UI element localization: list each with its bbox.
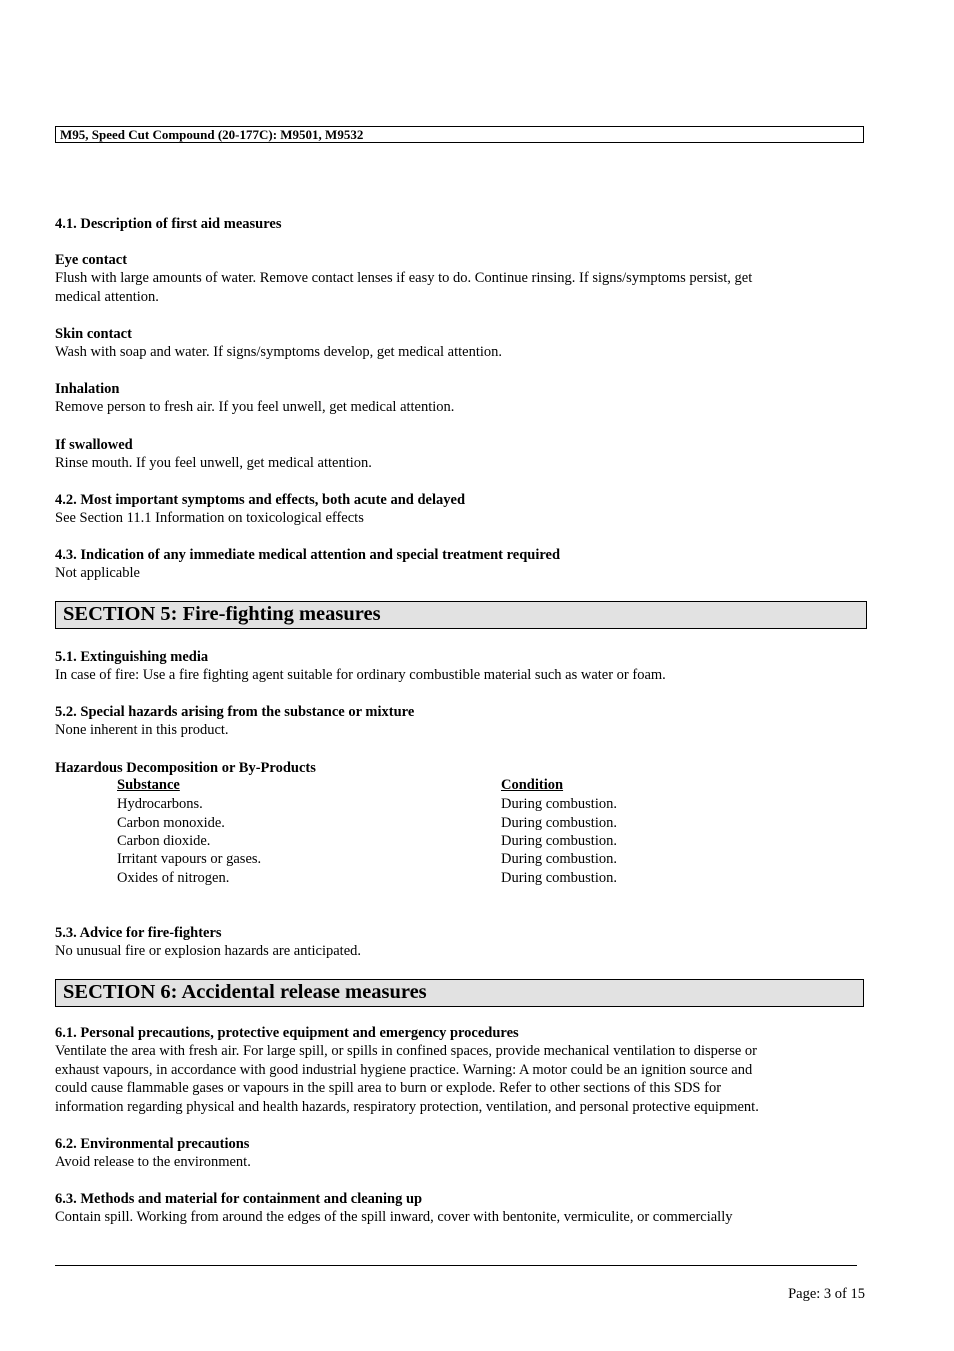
footer-rule xyxy=(55,1265,857,1266)
text-5-2: None inherent in this product. xyxy=(55,722,229,738)
table-row-condition: During combustion. xyxy=(501,815,617,831)
table-row-substance: Carbon dioxide. xyxy=(117,833,211,849)
table-row-condition: During combustion. xyxy=(501,870,617,886)
heading-6-1: 6.1. Personal precautions, protective equipment and emergency procedures xyxy=(55,1025,519,1041)
heading-6-2: 6.2. Environmental precautions xyxy=(55,1136,250,1152)
text-5-1: In case of fire: Use a fire fighting agent suitable for ordinary combustible material such as water or foam. xyxy=(55,667,666,683)
text-4-2: See Section 11.1 Information on toxicological effects xyxy=(55,510,364,526)
table-row-substance: Irritant vapours or gases. xyxy=(117,851,262,867)
section-5-title: SECTION 5: Fire-fighting measures xyxy=(55,601,867,629)
inhalation-heading: Inhalation xyxy=(55,381,120,397)
table-row-condition: During combustion. xyxy=(501,796,617,812)
eye-contact-text-2: medical attention. xyxy=(55,289,159,305)
page-number: Page: 3 of 15 xyxy=(788,1286,865,1302)
if-swallowed-text: Rinse mouth. If you feel unwell, get medical attention. xyxy=(55,455,372,471)
heading-4-1: 4.1. Description of first aid measures xyxy=(55,216,282,232)
table-row-substance: Hydrocarbons. xyxy=(117,796,203,812)
text-6-1-line: Ventilate the area with fresh air. For large spill, or spills in confined spaces, provide mechanical ventilation to disperse or xyxy=(55,1043,757,1059)
heading-4-2: 4.2. Most important symptoms and effects, both acute and delayed xyxy=(55,492,466,508)
heading-4-3: 4.3. Indication of any immediate medical attention and special treatment required xyxy=(55,547,561,563)
product-header: M95, Speed Cut Compound (20-177C): M9501, M9532 xyxy=(55,126,864,143)
column-header-condition: Condition xyxy=(501,777,564,793)
inhalation-text: Remove person to fresh air. If you feel unwell, get medical attention. xyxy=(55,399,455,415)
text-5-3: No unusual fire or explosion hazards are anticipated. xyxy=(55,943,362,959)
table-row-condition: During combustion. xyxy=(501,851,617,867)
column-header-substance: Substance xyxy=(117,777,180,793)
heading-5-3: 5.3. Advice for fire-fighters xyxy=(55,925,222,941)
hazardous-decomposition-heading: Hazardous Decomposition or By-Products xyxy=(55,760,316,776)
skin-contact-heading: Skin contact xyxy=(55,326,132,342)
table-row-condition: During combustion. xyxy=(501,833,617,849)
text-6-2: Avoid release to the environment. xyxy=(55,1154,251,1170)
heading-5-1: 5.1. Extinguishing media xyxy=(55,649,209,665)
heading-5-2: 5.2. Special hazards arising from the substance or mixture xyxy=(55,704,415,720)
text-6-3: Contain spill. Working from around the edges of the spill inward, cover with bentonite, vermiculite, or commercially xyxy=(55,1209,733,1225)
section-6-title: SECTION 6: Accidental release measures xyxy=(55,979,864,1007)
text-6-1-line: could cause flammable gases or vapours in the spill area to burn or explode. Refer to other sections of this SDS for xyxy=(55,1080,722,1096)
eye-contact-text-1: Flush with large amounts of water. Remove contact lenses if easy to do. Continue rinsing. If signs/symptoms persist, get xyxy=(55,270,753,286)
text-6-1-line: information regarding physical and health hazards, respiratory protection, ventilation, and personal protective equipment. xyxy=(55,1099,759,1115)
table-row-substance: Carbon monoxide. xyxy=(117,815,225,831)
eye-contact-heading: Eye contact xyxy=(55,252,128,268)
text-4-3: Not applicable xyxy=(55,565,140,581)
table-row-substance: Oxides of nitrogen. xyxy=(117,870,230,886)
if-swallowed-heading: If swallowed xyxy=(55,437,133,453)
heading-6-3: 6.3. Methods and material for containment and cleaning up xyxy=(55,1191,423,1207)
skin-contact-text: Wash with soap and water. If signs/symptoms develop, get medical attention. xyxy=(55,344,503,360)
text-6-1-line: exhaust vapours, in accordance with good industrial hygiene practice. Warning: A motor could be an ignition source and xyxy=(55,1062,753,1078)
